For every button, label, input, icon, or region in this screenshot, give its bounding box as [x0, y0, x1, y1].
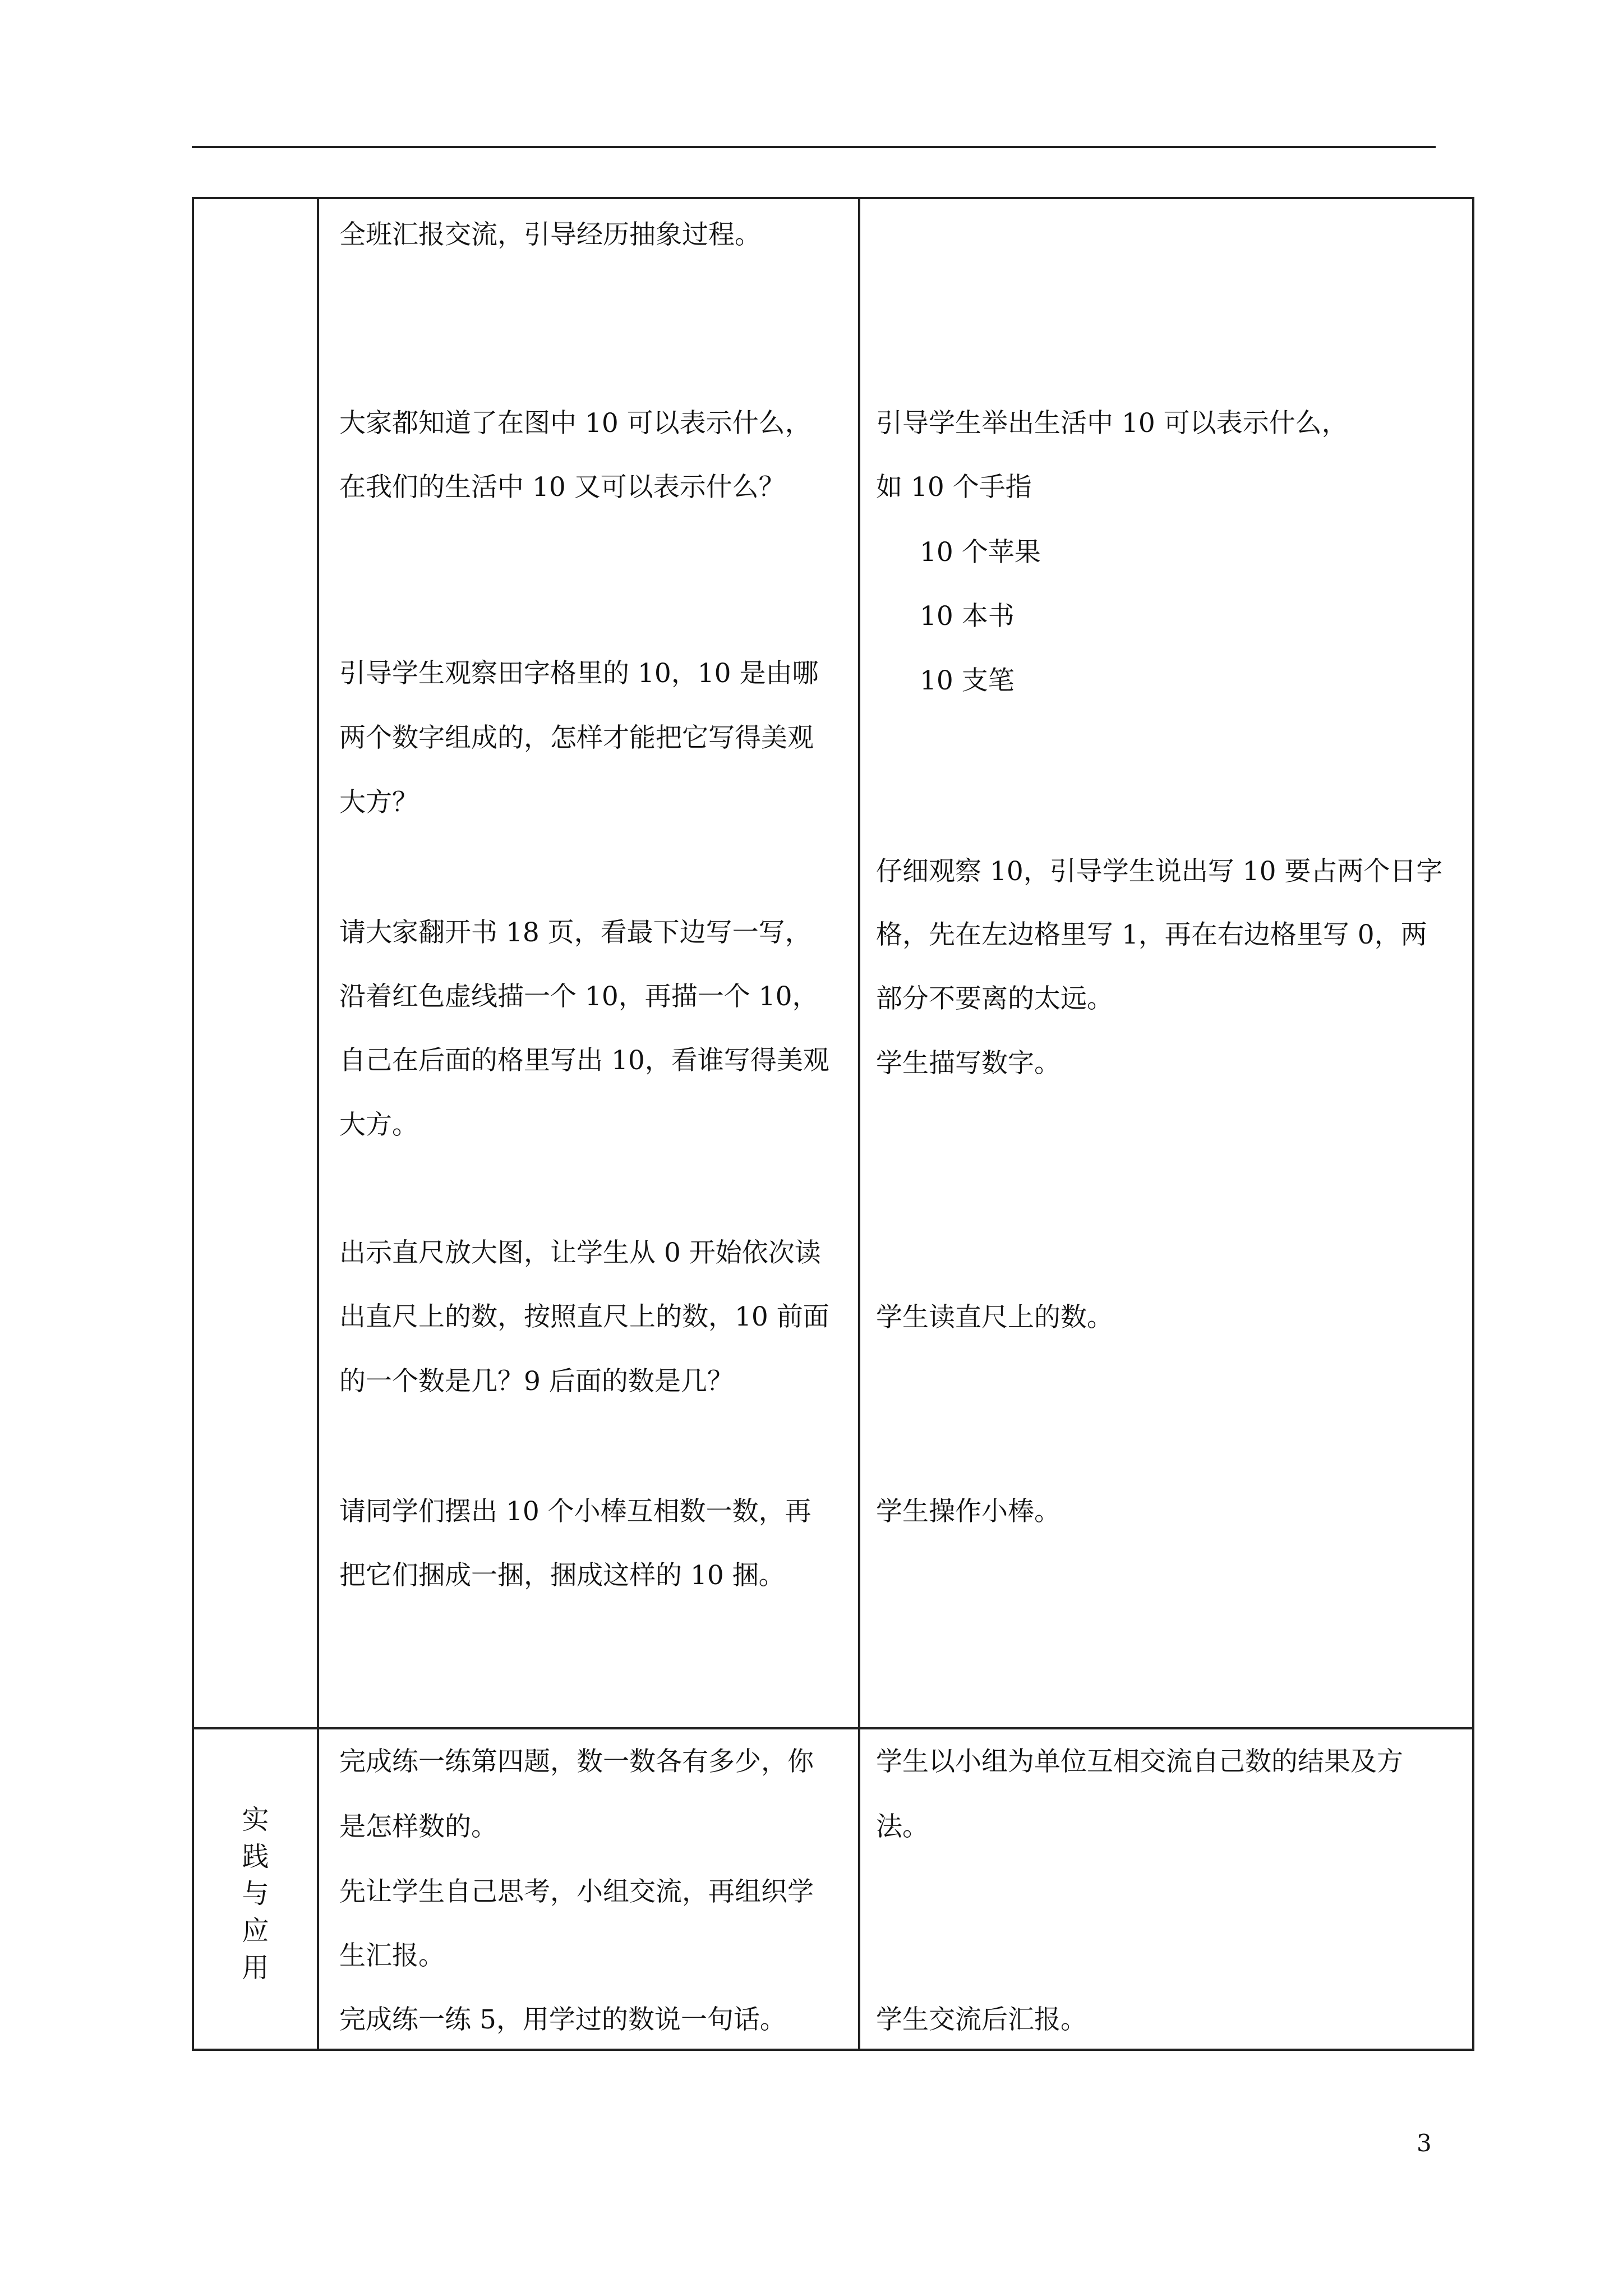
table-row-practice-application: [193, 1728, 1473, 2050]
student-line: 10 个苹果: [920, 537, 1041, 568]
page-number: 3: [1417, 2129, 1432, 2157]
student-line: 部分不要离的太远。: [876, 983, 1113, 1014]
teacher-line: 大家都知道了在图中 10 可以表示什么，: [339, 408, 811, 439]
teacher-line: 的一个数是几？9 后面的数是几？: [339, 1366, 734, 1397]
student-line: 引导学生举出生活中 10 可以表示什么，: [876, 408, 1348, 439]
student-line: 10 支笔: [920, 665, 1015, 696]
header-rule: [192, 146, 1436, 148]
teacher-line: 引导学生观察田字格里的 10，10 是由哪: [339, 658, 819, 689]
student-line: 如 10 个手指: [876, 472, 1032, 503]
practice-teacher-line: 完成练一练 5，用学过的数说一句话。: [339, 2004, 786, 2035]
teacher-line: 在我们的生活中 10 又可以表示什么？: [339, 472, 785, 503]
teacher-activity-cell: [318, 198, 859, 1728]
practice-student-line: 学生以小组为单位互相交流自己数的结果及方: [876, 1746, 1403, 1777]
student-activity-cell: [859, 198, 1473, 1728]
table-row-main: [193, 198, 1473, 1728]
teacher-line: 出示直尺放大图，让学生从 0 开始依次读: [339, 1237, 821, 1268]
practice-teacher-line: 生汇报。: [339, 1940, 445, 1971]
student-line: 学生读直尺上的数。: [876, 1302, 1113, 1333]
section-label-cell: [193, 1728, 318, 2050]
student-line: 学生操作小棒。: [876, 1496, 1061, 1527]
practice-student-line: 法。: [876, 1811, 929, 1842]
lesson-plan-table: [192, 197, 1474, 2051]
teacher-line: 沿着红色虚线描一个 10，再描一个 10，: [339, 981, 819, 1012]
teacher-line: 把它们捆成一捆，捆成这样的 10 捆。: [339, 1560, 785, 1591]
student-line: 10 本书: [920, 601, 1015, 632]
practice-application-label: 实 践 与 应 用: [242, 1804, 269, 1984]
teacher-line: 大方？: [339, 787, 418, 818]
student-line: 仔细观察 10，引导学生说出写 10 要占两个日字: [876, 856, 1443, 887]
teacher-line: 请同学们摆出 10 个小棒互相数一数，再: [339, 1496, 811, 1527]
teacher-line: 两个数字组成的，怎样才能把它写得美观: [339, 723, 814, 753]
teacher-line: 出直尺上的数，按照直尺上的数，10 前面: [339, 1301, 829, 1332]
teacher-line: 全班汇报交流，引导经历抽象过程。: [339, 219, 761, 250]
teacher-line: 请大家翻开书 18 页，看最下边写一写，: [339, 917, 811, 948]
practice-student-line: 学生交流后汇报。: [876, 2004, 1087, 2035]
teacher-line: 自己在后面的格里写出 10，看谁写得美观: [339, 1045, 829, 1076]
section-label-cell-empty: [193, 198, 318, 1728]
practice-student-cell: [859, 1728, 1473, 2050]
practice-teacher-line: 完成练一练第四题，数一数各有多少，你: [339, 1746, 814, 1777]
practice-teacher-cell: [318, 1728, 859, 2050]
practice-teacher-line: 先让学生自己思考，小组交流，再组织学: [339, 1876, 814, 1907]
practice-teacher-line: 是怎样数的。: [339, 1811, 497, 1842]
student-line: 学生描写数字。: [876, 1048, 1061, 1079]
student-line: 格，先在左边格里写 1，再在右边格里写 0，两: [876, 919, 1427, 950]
teacher-line: 大方。: [339, 1110, 418, 1140]
